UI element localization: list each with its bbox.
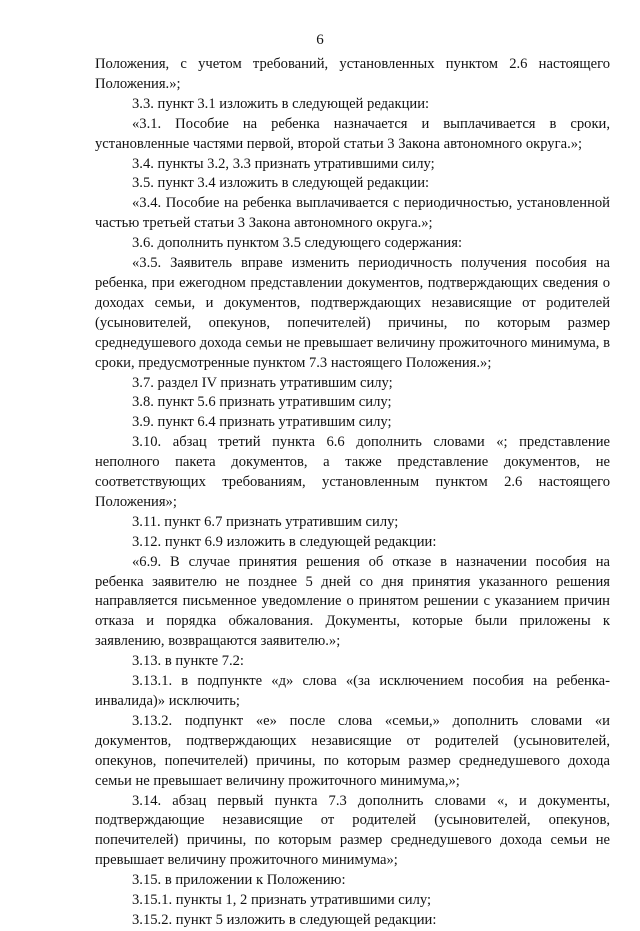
paragraph-continuation: Положения, с учетом требований, установленных пунктом 2.6 настоящего Положения.»; <box>95 56 610 92</box>
paragraph-item-3-10: 3.10. абзац третий пункта 6.6 дополнить словами «; представление неполного пакета документов, а также представление документов, не соответствующих требованиям, установленным пунктом 2.6 настоящего Положения»; <box>95 434 610 510</box>
paragraph-item-3-15: 3.15. в приложении к Положению: <box>132 872 346 889</box>
paragraph-item-3-6: 3.6. дополнить пунктом 3.5 следующего содержания: <box>132 235 463 252</box>
page-number: 6 <box>316 32 324 48</box>
paragraph-item-3-13-2: 3.13.2. подпункт «е» после слова «семьи,» дополнить словами «и документов, подтверждающих независящие от родителей (усыновителей, опекунов, попечителей) причины, по которым размер среднедушевого дохода семьи не превышает величину прожиточного минимума,»; <box>95 712 610 789</box>
paragraph-item-3-3: 3.3. пункт 3.1 изложить в следующей редакции: <box>132 95 430 112</box>
paragraph-item-3-15-1: 3.15.1. пункты 1, 2 признать утратившими силу; <box>132 892 432 909</box>
paragraph-item-3-9: 3.9. пункт 6.4 признать утратившим силу; <box>132 414 392 431</box>
paragraph-quote-3-1: «3.1. Пособие на ребенка назначается и выплачивается в сроки, установленные частями первой, второй статьи 3 Закона автономного округа.»; <box>95 115 610 152</box>
paragraph-item-3-7: 3.7. раздел IV признать утратившим силу; <box>132 374 393 391</box>
paragraph-quote-3-4: «3.4. Пособие на ребенка выплачивается с периодичностью, установленной частью третьей статьи 3 Закона автономного округа.»; <box>95 195 610 232</box>
paragraph-item-3-11: 3.11. пункт 6.7 признать утратившим силу; <box>132 513 399 530</box>
document-body <box>95 55 610 931</box>
paragraph-quote-6-9: «6.9. В случае принятия решения об отказе в назначении пособия на ребенка заявителю не позднее 5 дней со дня принятия указанного решения направляется письменное уведомление о принятом решении с указанием причин отказа и порядка обжалования. Документы, которые были приложены к заявлению, возвращаются заявителю.»; <box>95 553 610 650</box>
paragraph-quote-3-5: «3.5. Заявитель вправе изменить периодичность получения пособия на ребенка, при ежегодном представлении документов, подтверждающих сведения о доходах семьи, и документов, подтверждающих независящие от родителей (усыновителей, опекунов, попечителей) причины, по которым размер среднедушевого дохода семьи не превышает величину прожиточного минимума, в сроки, предусмотренные пунктом 7.3 настоящего Положения.»; <box>95 255 610 371</box>
paragraph-item-3-15-2: 3.15.2. пункт 5 изложить в следующей редакции: <box>132 911 437 928</box>
paragraph-item-3-14: 3.14. абзац первый пункта 7.3 дополнить словами «, и документы, подтверждающие независящие от родителей (усыновителей, опекунов, попечителей) причины, по которым размер среднедушевого дохода семьи не превышает величину прожиточного минимума»; <box>95 792 610 869</box>
paragraph-item-3-5: 3.5. пункт 3.4 изложить в следующей редакции: <box>132 175 430 192</box>
paragraph-item-3-8: 3.8. пункт 5.6 признать утратившим силу; <box>132 394 392 411</box>
paragraph-item-3-4: 3.4. пункты 3.2, 3.3 признать утратившими силу; <box>132 155 435 172</box>
paragraph-item-3-12: 3.12. пункт 6.9 изложить в следующей редакции: <box>132 533 437 550</box>
paragraph-item-3-13: 3.13. в пункте 7.2: <box>132 653 244 670</box>
paragraph-item-3-13-1: 3.13.1. в подпункте «д» слова «(за исключением пособия на ребенка-инвалида)» исключить; <box>95 673 610 709</box>
